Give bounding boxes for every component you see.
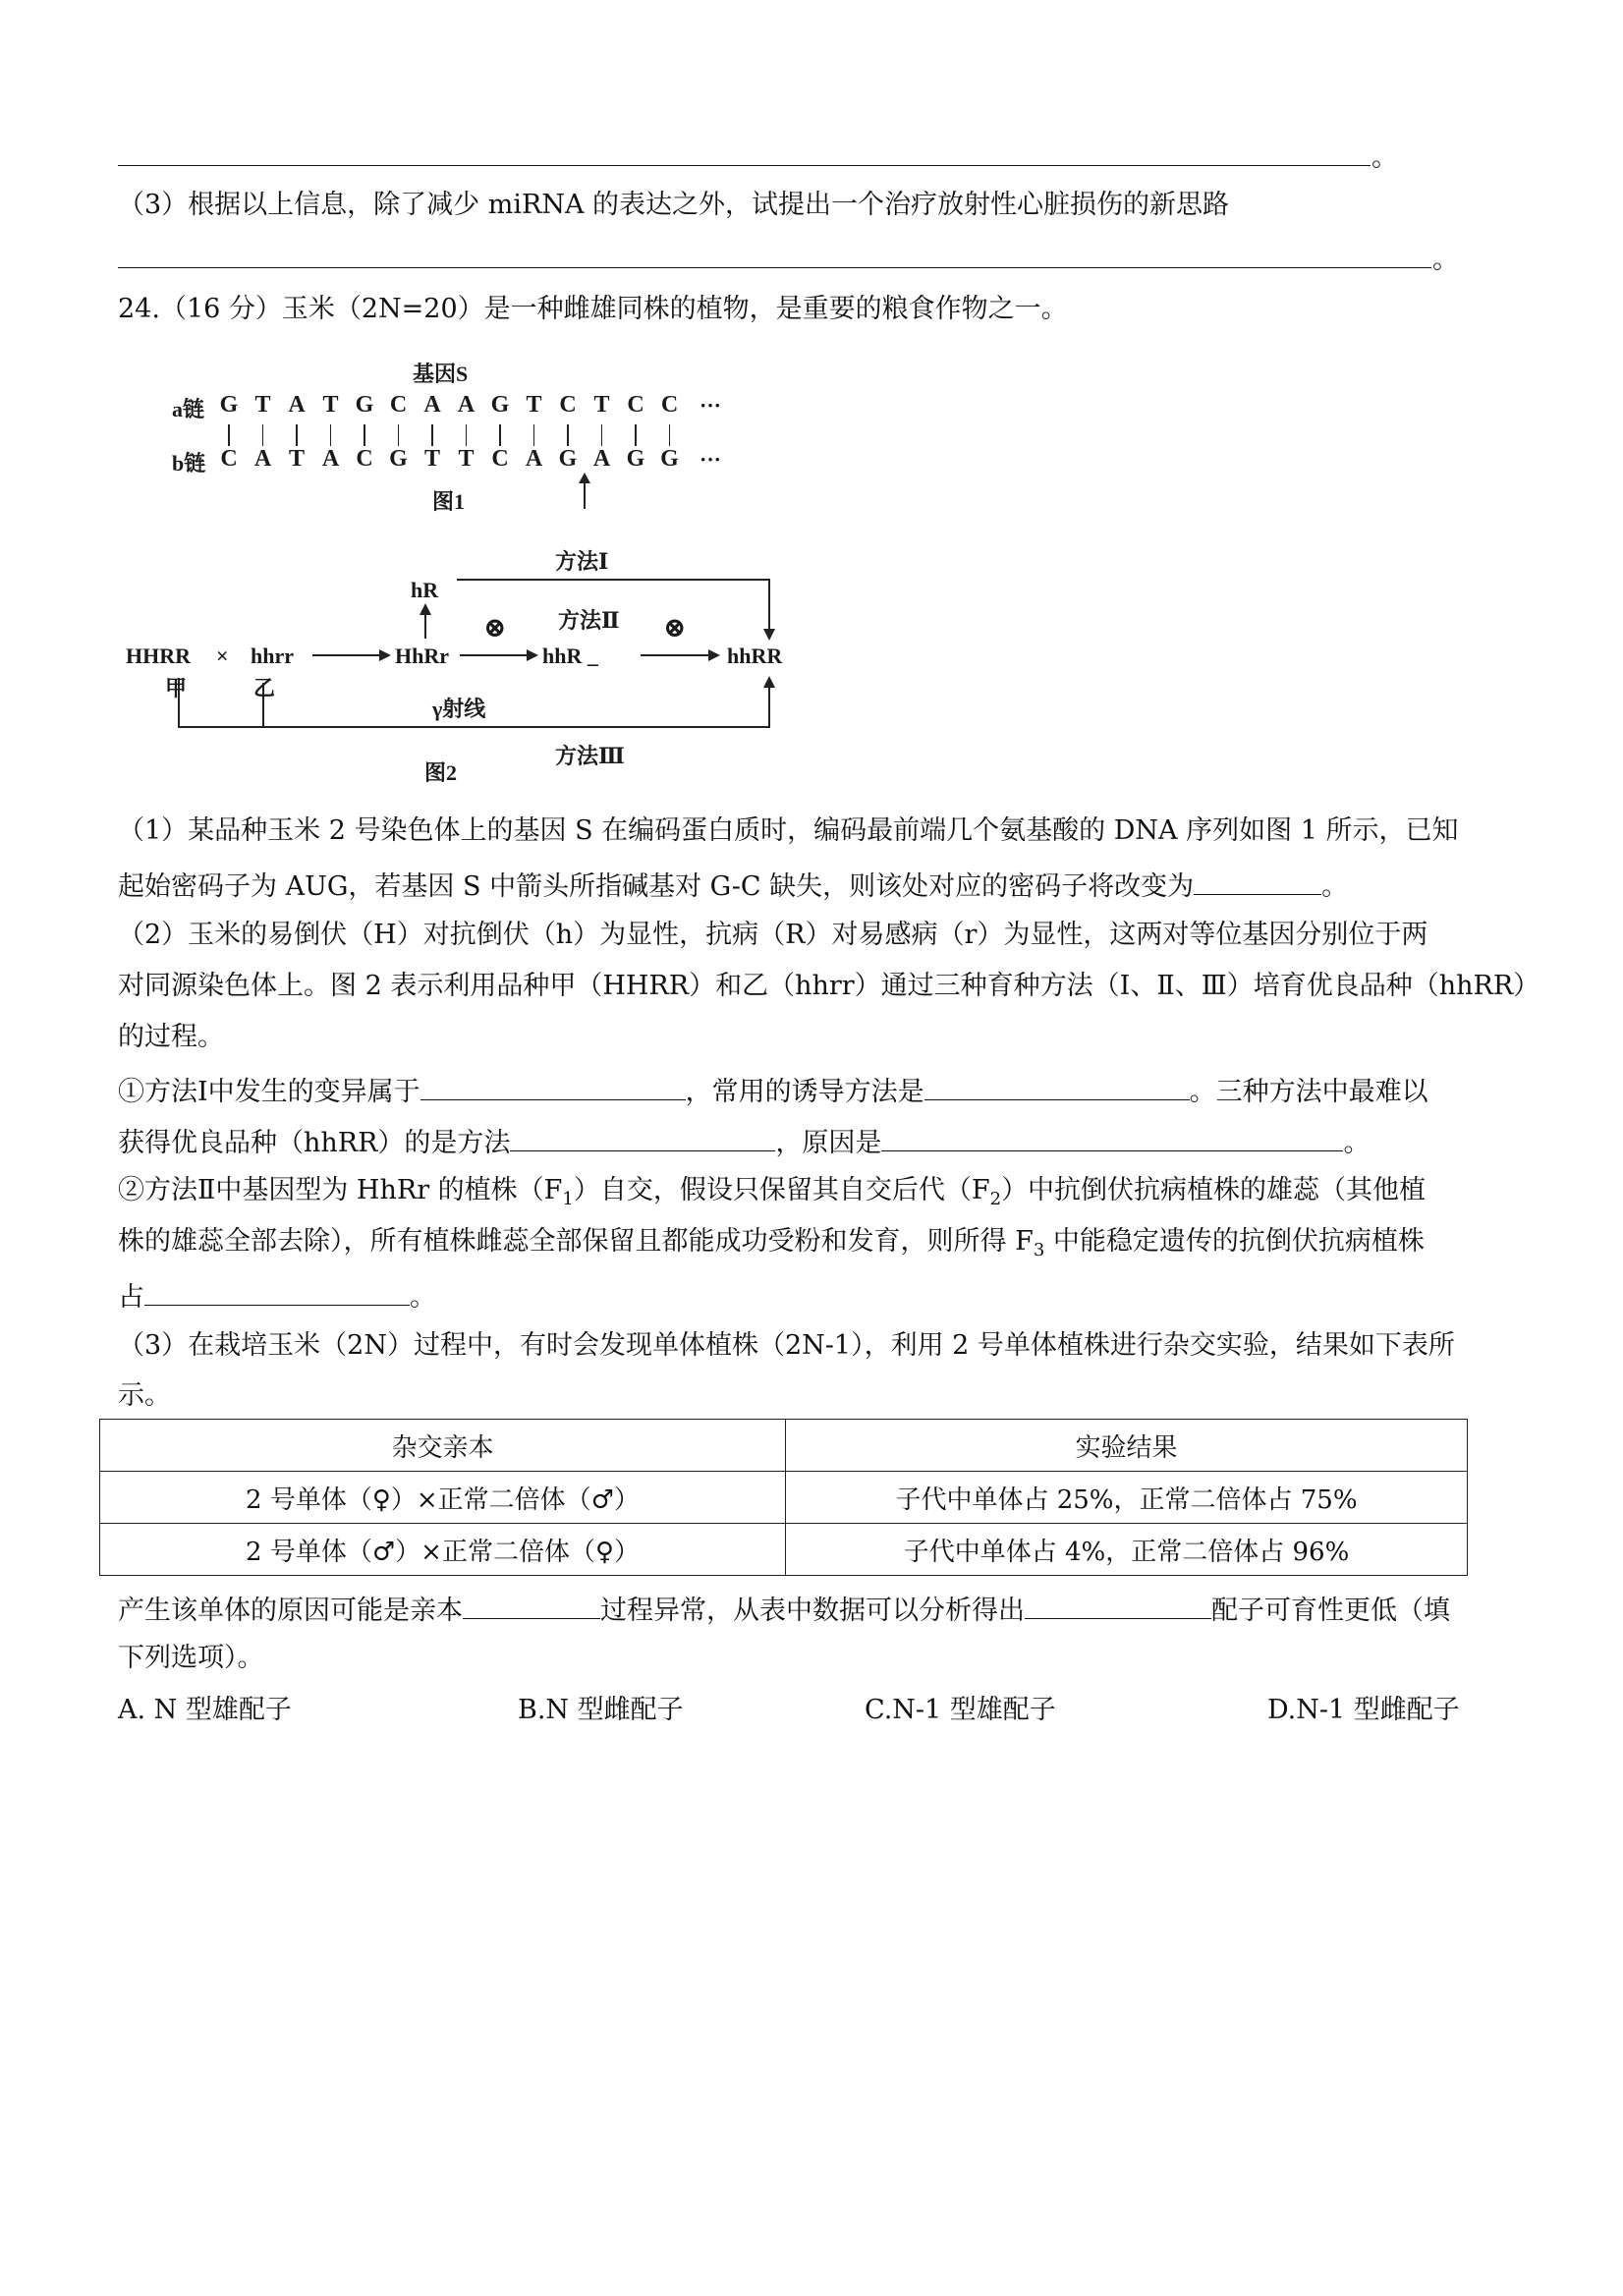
a-chain-base: T [526, 392, 542, 418]
end-mark: 。 [1432, 245, 1459, 275]
q2-line-1: （2）玉米的易倒伏（H）对抗倒伏（h）为显性，抗病（R）对易感病（r）为显性，这两对等位基因分别位于两 [118, 920, 1428, 950]
method-1-label: 方法Ⅰ [555, 549, 609, 574]
jia-label: 甲 [165, 676, 188, 700]
a-chain-base: T [254, 392, 271, 418]
b-chain-base: A [592, 446, 611, 472]
b-chain-base: A [253, 446, 272, 472]
b-chain-label: b链 [172, 451, 206, 476]
hhRR-label: hhRR [727, 644, 783, 668]
q2-part-b-line-1: ②方法Ⅱ中基因型为 HhRr 的植株$(F_1)$自交，假设只保留其自交后代$(F_2)$中抗倒伏抗病植株的雄蕊（其他植 [118, 1175, 1427, 1209]
answer-blank[interactable] [1194, 865, 1321, 895]
gene-s-label: 基因S [413, 362, 469, 386]
answer-blank[interactable] [420, 1070, 686, 1100]
b-chain-base: T [288, 446, 305, 472]
table-row [100, 1524, 1468, 1576]
times-icon: × [216, 644, 229, 668]
self-cross-icon: ⊗ [483, 613, 507, 644]
a-chain-ellipsis: ··· [700, 393, 722, 418]
table-header-row [100, 1420, 1468, 1472]
table-cell: 2 号单体（♀）×正常二倍体（♂） [100, 1472, 786, 1524]
q1-line-1: （1）某品种玉米 2 号染色体上的基因 S 在编码蛋白质时，编码最前端几个氨基酸的 DNA 序列如图 1 所示，已知 [118, 815, 1459, 846]
yi-label: 乙 [253, 676, 276, 700]
b-chain-base: G [660, 446, 679, 472]
b-chain-base: T [423, 446, 440, 472]
q3-line-2: 示。 [118, 1380, 171, 1411]
self-cross-icon: ⊗ [663, 613, 687, 644]
hhrr-label: hhrr [251, 644, 294, 668]
a-chain-base: G [355, 392, 374, 418]
answer-blank[interactable] [144, 1275, 410, 1306]
a-chain-base: T [322, 392, 339, 418]
question-24-title: 24.（16 分）玉米（2N=20）是一种雌雄同株的植物，是重要的粮食作物之一。 [118, 294, 1068, 324]
a-chain-base: C [389, 392, 408, 418]
b-chain-ellipsis: ··· [700, 447, 722, 472]
b-chain-base: G [626, 446, 645, 472]
q2-line-2: 对同源染色体上。图 2 表示利用品种甲（HHRR）和乙（hhrr）通过三种育种方法（Ⅰ、Ⅱ、Ⅲ）培育优良品种（hhRR） [118, 971, 1540, 1001]
answer-blank[interactable] [510, 1121, 775, 1151]
a-chain-base: A [423, 392, 441, 418]
q2-part-b-line-2: 株的雄蕊全部去除），所有植株雌蕊全部保留且都能成功受粉和发育，则所得 $F_3$ 中能稳定遗传的抗倒伏抗病植株 [118, 1226, 1425, 1260]
q2-part-a-line-2: 获得优良品种（hhRR）的是方法 ，原因是 。 [118, 1121, 1370, 1162]
a-chain-base: C [559, 392, 577, 418]
answer-blank[interactable] [881, 1121, 1343, 1151]
q2-part-b-line-3: 占 。 [118, 1275, 436, 1316]
a-chain-base: A [288, 392, 306, 418]
answer-blank[interactable] [1025, 1589, 1211, 1619]
table-header: 实验结果 [786, 1420, 1468, 1472]
option-b[interactable]: B.N 型雌配子 [518, 1695, 684, 1725]
a-chain-label: a链 [172, 397, 205, 421]
b-chain-base: G [558, 446, 578, 472]
end-mark: 。 [1371, 142, 1398, 173]
table-header: 杂交亲本 [100, 1420, 786, 1472]
option-a[interactable]: A. N 型雄配子 [118, 1695, 292, 1725]
answer-blank[interactable] [463, 1589, 600, 1619]
table-cell: 子代中单体占 4%，正常二倍体占 96% [786, 1524, 1468, 1576]
q3-after-table-line-2: 下列选项）。 [118, 1643, 264, 1673]
a-chain-base: G [490, 392, 510, 418]
b-chain-base: A [321, 446, 340, 472]
b-chain-base: C [356, 446, 373, 472]
a-chain-base: C [660, 392, 679, 418]
option-d[interactable]: D.N-1 型雌配子 [1267, 1695, 1460, 1725]
b-chain-base: C [491, 446, 509, 472]
cross-experiment-table [99, 1419, 1468, 1576]
b-chain-base: T [458, 446, 475, 472]
a-chain-base: C [627, 392, 644, 418]
figure-2-caption: 图2 [424, 760, 458, 785]
option-c[interactable]: C.N-1 型雄配子 [865, 1695, 1056, 1725]
gamma-ray-label: γ射线 [432, 697, 486, 721]
q3-after-table-line-1: 产生该单体的原因可能是亲本 过程异常，从表中数据可以分析得出 配子可育性更低（填 [118, 1589, 1450, 1630]
b-chain-base: C [220, 446, 238, 472]
answer-blank[interactable] [924, 1070, 1190, 1100]
table-cell: 子代中单体占 25%，正常二倍体占 75% [786, 1472, 1468, 1524]
HhRr-label: HhRr [395, 644, 449, 668]
table-cell: 2 号单体（♂）×正常二倍体（♀） [100, 1524, 786, 1576]
b-chain-base: G [389, 446, 408, 472]
hhR_-label: hhR _ [542, 644, 598, 668]
b-chain-base: A [525, 446, 543, 472]
q3-line-1: （3）在栽培玉米（2N）过程中，有时会发现单体植株（2N-1），利用 2 号单体植株进行杂交实验，结果如下表所 [118, 1330, 1455, 1361]
q2-line-3: 的过程。 [118, 1022, 224, 1052]
method-3-label: 方法Ⅲ [555, 744, 625, 768]
q1-line-2: 起始密码子为 AUG，若基因 S 中箭头所指碱基对 G-C 缺失，则该处对应的密码子将改变为 。 [118, 865, 1348, 906]
table-row [100, 1472, 1468, 1524]
HHRR-label: HHRR [126, 644, 191, 668]
figure-1-caption: 图1 [432, 489, 466, 514]
method-2-label: 方法Ⅱ [558, 608, 620, 633]
q3-prev-text: （3）根据以上信息，除了减少 miRNA 的表达之外，试提出一个治疗放射性心脏损伤的新思路 [118, 190, 1230, 220]
a-chain-base: T [593, 392, 610, 418]
hR-label: hR [411, 578, 439, 602]
a-chain-base: A [457, 392, 476, 418]
q2-part-a-line-1: ①方法Ⅰ中发生的变异属于 ，常用的诱导方法是 。三种方法中最难以 [118, 1070, 1428, 1111]
a-chain-base: G [219, 392, 239, 418]
